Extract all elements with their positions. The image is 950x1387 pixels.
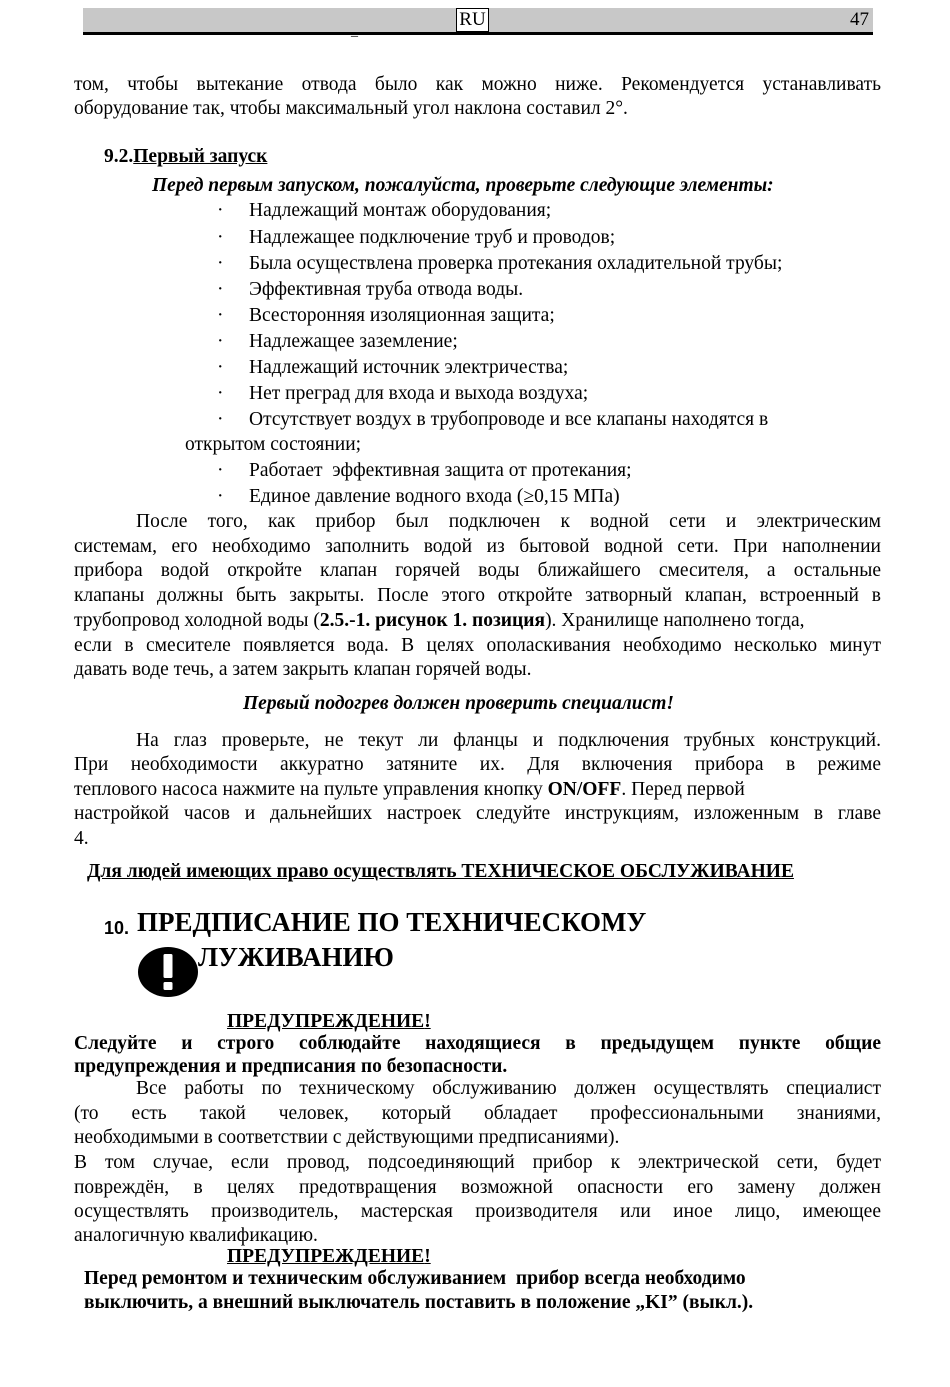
para2-line-5: 4.: [74, 828, 89, 849]
para2-line-3: теплового насоса нажмите на пульте управления кнопку ON/OFF. Перед первой: [74, 779, 745, 800]
check-intro: Перед первым запуском, пожалуйста, проверьте следующие элементы:: [152, 175, 774, 196]
para2-line-4: настройкой часов и дальнейших настроек следуйте инструкциям, изложенным в главе: [74, 803, 881, 824]
warning-2-line-2: выключить, а внешний выключатель поставить в положение „KI” (выкл.).: [84, 1292, 754, 1313]
para4-line-1: В том случае, если провод, подсоединяющий прибор к электрической сети, будет: [74, 1152, 881, 1173]
tech-service-note: Для людей имеющих право осуществлять ТЕХНИЧЕСКОЕ ОБСЛУЖИВАНИЕ: [87, 861, 794, 882]
exclamation-circle-icon: [137, 946, 199, 998]
bullet-icon: ·: [217, 383, 224, 404]
bullet-icon: ·: [217, 460, 224, 481]
para1-line-3: прибора водой откройте клапан горячей воды ближайшего смесителя, а остальные: [74, 560, 881, 581]
intro-line-1: том, чтобы вытекание отвода было как можно ниже. Рекомендуется устанавливать: [74, 74, 881, 95]
para3-line-2: (то есть такой человек, который обладает профессиональными знаниями,: [74, 1103, 881, 1124]
header-underscore: _: [351, 24, 358, 39]
bullet-icon: ·: [217, 253, 224, 274]
para1-line-4: клапаны должны быть закрыты. После этого откройте затворный клапан, встроенный в: [74, 585, 881, 606]
section-9-2-number: 9.2.: [104, 146, 134, 167]
figure-reference: 2.5.-1. рисунок 1. позиция: [319, 610, 546, 631]
para3-line-3: необходимыми в соответствии с действующими предписаниями).: [74, 1127, 620, 1148]
para4-line-3: осуществлять производитель, мастерская производителя или иное лицо, имеющее: [74, 1201, 881, 1222]
bullet-icon: ·: [217, 279, 224, 300]
para4-line-4: аналогичную квалификацию.: [74, 1225, 318, 1246]
bullet-icon: ·: [217, 227, 224, 248]
page-header: [83, 8, 873, 39]
page-number: 47: [850, 9, 869, 30]
language-badge: RU: [456, 8, 489, 32]
warning-1-heading: ПРЕДУПРЕЖДЕНИЕ!: [227, 1011, 431, 1032]
bullet-icon: ·: [217, 409, 224, 430]
specialist-note: Первый подогрев должен проверить специалист!: [243, 693, 674, 714]
para2-line-2: При необходимости аккуратно затяните их. Для включения прибора в режиме: [74, 754, 881, 775]
list-item-continuation: открытом состоянии;: [185, 434, 362, 455]
para1-line-7: давать воде течь, а затем закрыть клапан горячей воды.: [74, 659, 532, 680]
bullet-icon: ·: [217, 486, 224, 507]
section-9-2-title: Первый запуск: [133, 146, 268, 167]
warning-2-heading: ПРЕДУПРЕЖДЕНИЕ!: [227, 1246, 431, 1267]
para4-line-2: повреждён, в целях предотвращения возможной опасности его замену должен: [74, 1177, 881, 1198]
para2-line-1: На глаз проверьте, не текут ли фланцы и подключения трубных конструкций.: [136, 730, 881, 751]
warning-1-line-1: Следуйте и строго соблюдайте находящиеся в предыдущем пункте общие: [74, 1033, 881, 1054]
section-10-title-line-2: ЛУЖИВАНИЮ: [198, 942, 394, 972]
bullet-icon: ·: [217, 200, 224, 221]
para3-line-1: Все работы по техническому обслуживанию должен осуществлять специалист: [136, 1078, 881, 1099]
para1-line-5: трубопровод холодной воды (2.5.-1. рисунок 1. позиция). Хранилище наполнено тогда,: [74, 610, 805, 631]
on-off-label: ON/OFF: [547, 779, 622, 800]
para1-line-6: если в смесителе появляется вода. В целях ополаскивания необходимо несколько минут: [74, 635, 881, 656]
para1-line-1: После того, как прибор был подключен к водной сети и электрическим: [136, 511, 881, 532]
bullet-icon: ·: [217, 305, 224, 326]
section-10-title-line-1: ПРЕДПИСАНИЕ ПО ТЕХНИЧЕСКОМУ: [137, 907, 647, 937]
warning-2-line-1: Перед ремонтом и техническим обслуживанием прибор всегда необходимо: [84, 1268, 746, 1289]
bullet-icon: ·: [217, 331, 224, 352]
section-10-number: 10.: [104, 918, 130, 938]
para1-line-2: системам, его необходимо заполнить водой из бытовой водной сети. При наполнении: [74, 536, 881, 557]
bullet-icon: ·: [217, 357, 224, 378]
intro-line-2: оборудование так, чтобы максимальный угол наклона составил 2°.: [74, 98, 628, 119]
warning-1-line-2: предупреждения и предписания по безопасности.: [74, 1056, 508, 1077]
section-9-2-heading: [104, 145, 267, 170]
